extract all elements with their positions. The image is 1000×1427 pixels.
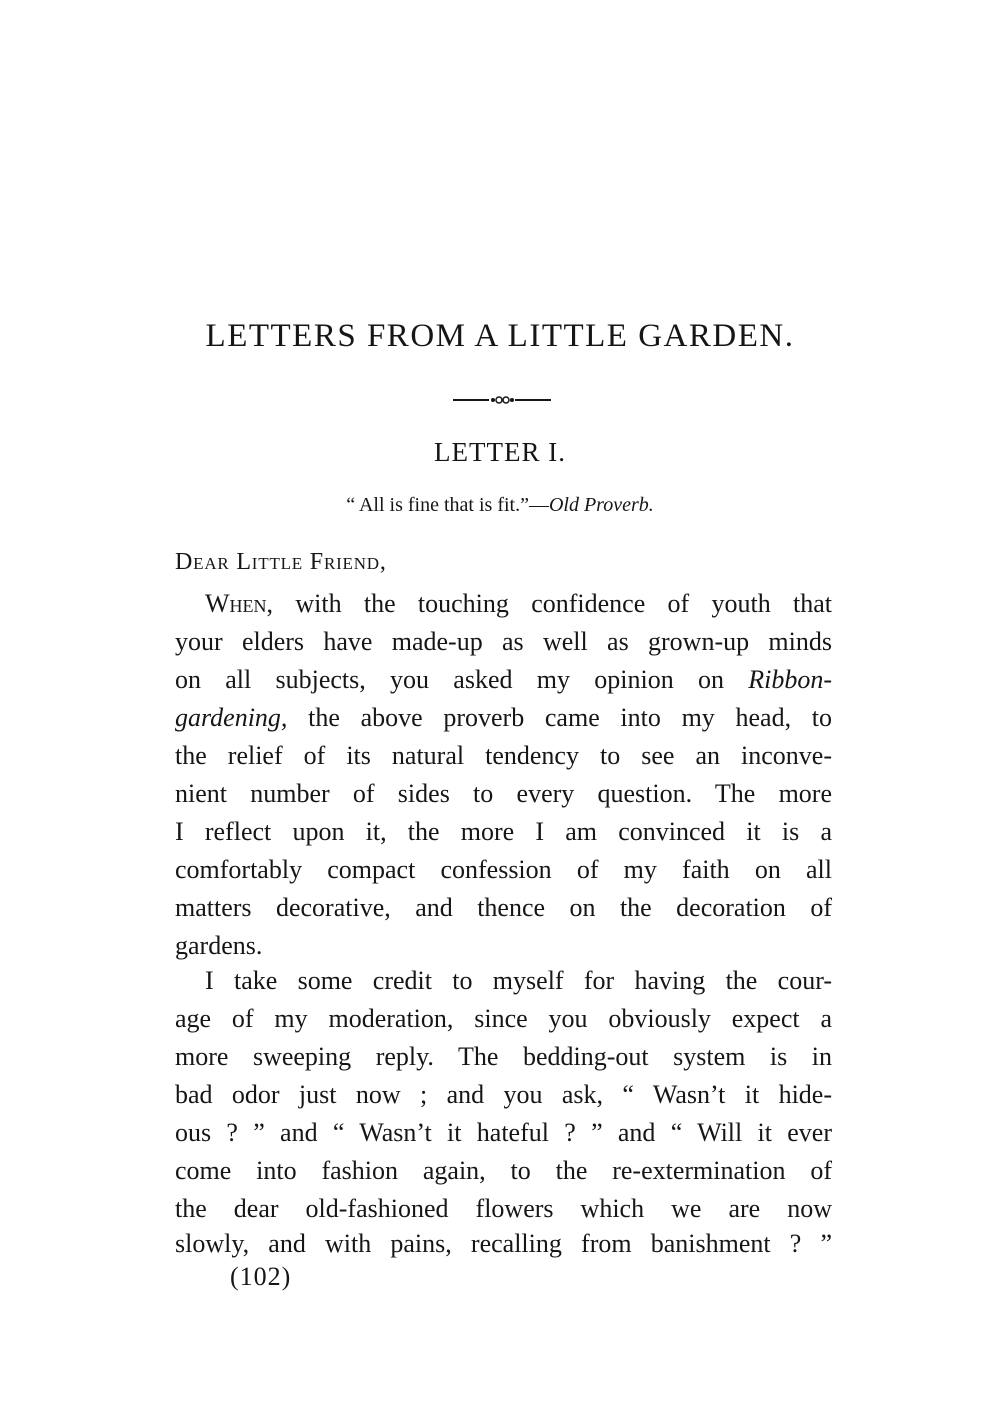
paragraph-2-line-2: age of my moderation, since you obviously expect a — [175, 1004, 832, 1033]
paragraph-1-line-4 — [175, 703, 832, 733]
paragraph-2-line-1: I take some credit to myself for having the cour- — [205, 966, 832, 995]
page-number: (102) — [230, 1262, 292, 1291]
line-text: , with the touching confidence of youth that — [266, 589, 832, 618]
paragraph-1-line-10: gardens. — [175, 931, 263, 960]
paragraph-2-line-3: more sweeping reply. The bedding-out system is in — [175, 1042, 832, 1071]
drop-word: When — [205, 589, 267, 618]
ornament-divider-icon — [453, 395, 551, 405]
paragraph-2-line-4: bad odor just now ; and you ask, “ Wasn’t it hide- — [175, 1080, 832, 1109]
line-text: on all subjects, you asked my opinion on — [175, 665, 749, 694]
paragraph-1-line-9: matters decorative, and thence on the decoration of — [175, 893, 832, 922]
paragraph-1-line-7: I reflect upon it, the more I am convinced it is a — [175, 817, 832, 846]
paragraph-2-line-7: the dear old-fashioned flowers which we are now — [175, 1194, 832, 1223]
paragraph-1-line-6: nient number of sides to every question. The more — [175, 779, 832, 808]
epigraph-quote: “ All is fine that is fit.”— — [346, 494, 549, 516]
letter-heading: LETTER I. — [434, 437, 566, 467]
paragraph-2-line-8: slowly, and with pains, recalling from banishment ? ” — [175, 1229, 832, 1258]
paragraph-1-line-8: comfortably compact confession of my faith on all — [175, 855, 832, 884]
book-title: LETTERS FROM A LITTLE GARDEN. — [205, 318, 795, 354]
paragraph-1-line-5: the relief of its natural tendency to see an inconve- — [175, 741, 832, 770]
line-text: the above proverb came into my head, to — [287, 703, 832, 732]
paragraph-1-line-3 — [175, 665, 832, 695]
epigraph — [0, 494, 1000, 517]
paragraph-2-line-6: come into fashion again, to the re-extermination of — [175, 1156, 832, 1185]
paragraph-1-line-1 — [205, 589, 832, 619]
italic-term: Ribbon- — [748, 665, 832, 694]
italic-term: gardening, — [175, 703, 288, 732]
paragraph-2-line-5: ous ? ” and “ Wasn’t it hateful ? ” and “ Will it ever — [175, 1118, 832, 1147]
paragraph-1-line-2: your elders have made-up as well as grown-up minds — [175, 627, 832, 656]
epigraph-source: Old Proverb. — [548, 494, 654, 516]
salutation: Dear Little Friend, — [175, 549, 387, 575]
